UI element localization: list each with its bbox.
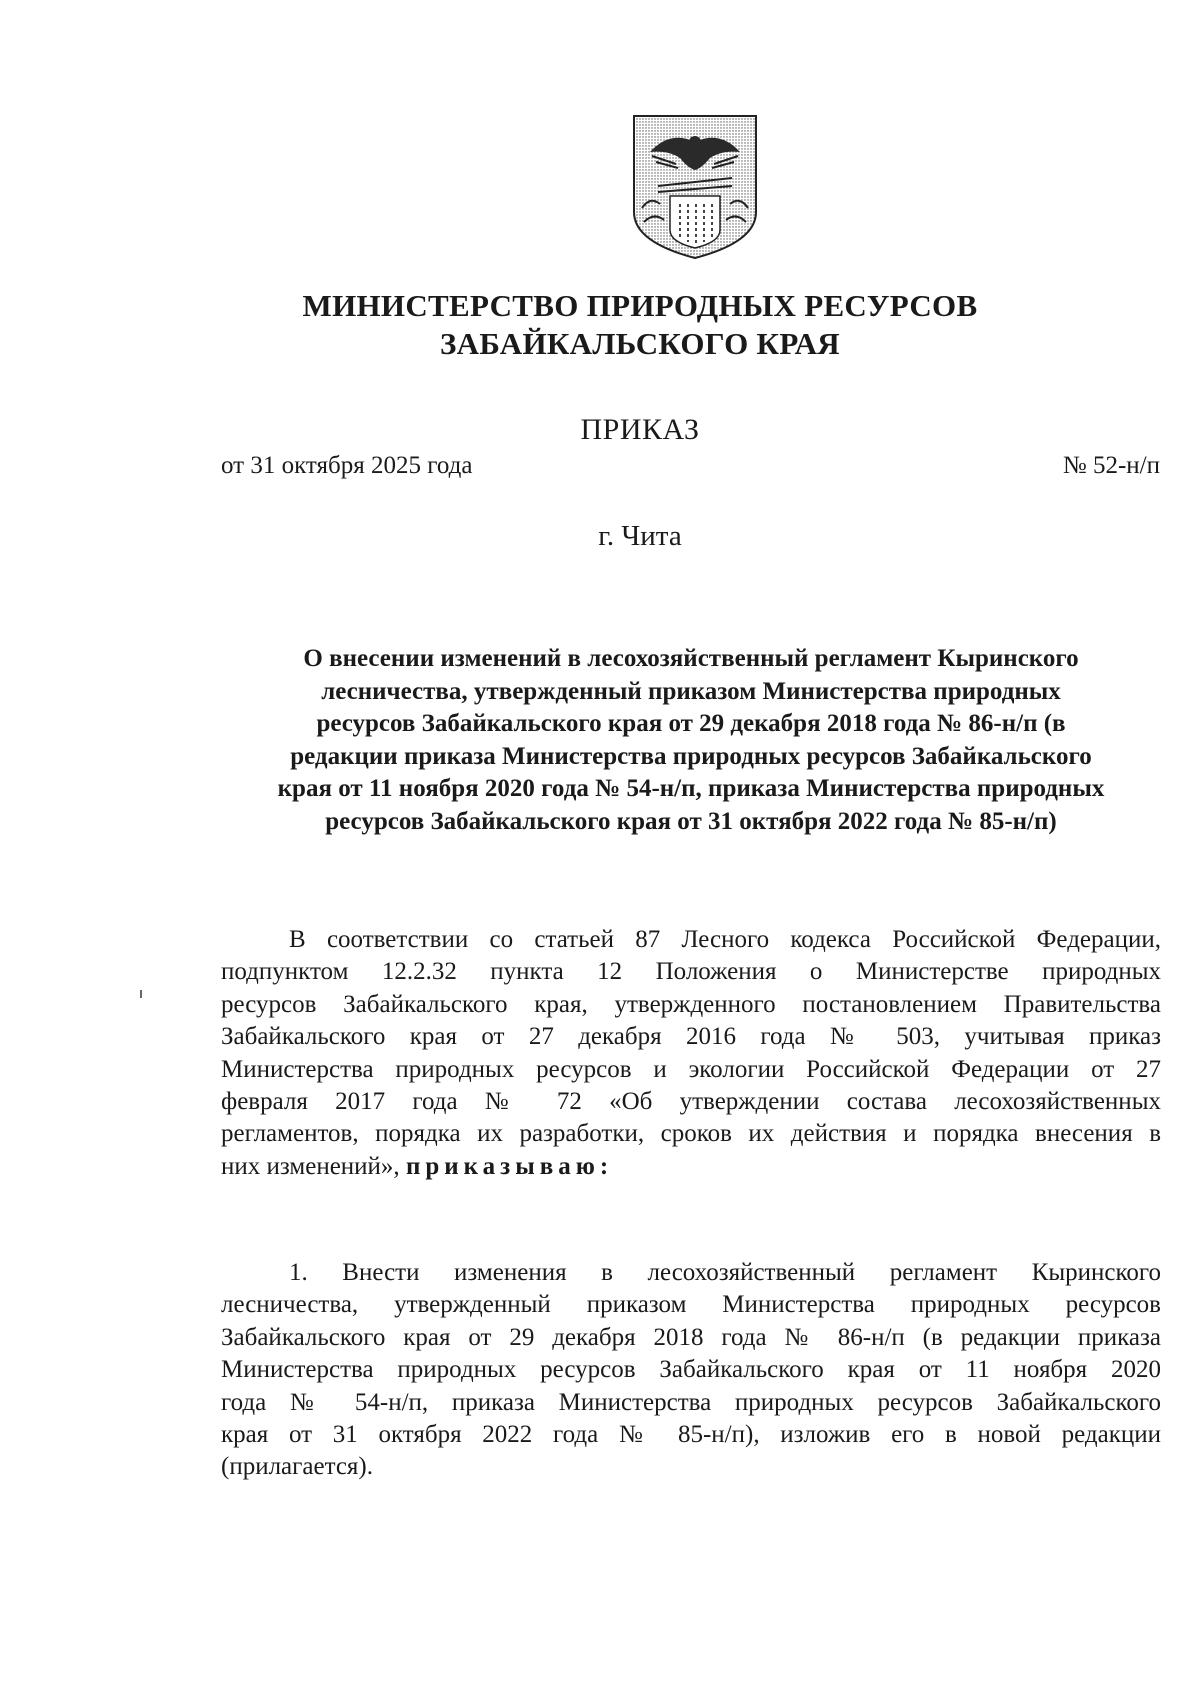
subject-line: редакции приказа Министерства природных ресурсов Забайкальского [290,742,1092,770]
item-1-line: края от 31 октября 2022 года № 85-н/п), изложив его в новой редакции [221,1421,1161,1449]
subject-line: лесничества, утвержденный приказом Министерства природных [321,677,1061,705]
item-1-line: (прилагается). [221,1453,374,1481]
ministry-name-line1: МИНИСТЕРСТВО ПРИРОДНЫХ РЕСУРСОВ [302,288,978,323]
item-1-line: Министерства природных ресурсов Забайкальского края от 11 ноября 2020 [221,1356,1161,1384]
margin-mark [140,990,142,998]
order-title: ПРИКАЗ [580,413,700,446]
preamble-final-line [221,1151,1161,1183]
preamble-paragraph [221,924,1161,1183]
preamble-line: подпунктом 12.2.32 пункта 12 Положения о Министерстве природных [221,958,1161,986]
item-1-paragraph [221,1257,1161,1484]
item-1-line: 1. Внести изменения в лесохозяйственный регламент Кыринского [289,1259,1161,1286]
item-1-line: лесничества, утвержденный приказом Министерства природных ресурсов [221,1291,1161,1319]
subject-line: края от 11 ноября 2020 года № 54-н/п, приказа Министерства природных [277,775,1105,802]
order-subject [221,643,1161,838]
subject-line: ресурсов Забайкальского края от 31 октября 2022 года № 85-н/п) [325,807,1057,835]
order-word: приказываю: [405,1152,614,1180]
preamble-line: регламентов, порядка их разработки, сроков их действия и порядка внесения в [221,1120,1161,1148]
order-number: № 52-н/п [1062,452,1160,479]
item-1-line: года № 54-н/п, приказа Министерства природных ресурсов Забайкальского [221,1388,1161,1416]
order-date: от 31 октября 2025 года [221,452,473,479]
preamble-final-text: них изменений», [221,1152,406,1180]
preamble-line: февраля 2017 года № 72 «Об утверждении состава лесохозяйственных [221,1088,1161,1116]
coat-of-arms-emblem [630,112,760,260]
item-1-line: Забайкальского края от 29 декабря 2018 года № 86-н/п (в редакции приказа [221,1323,1161,1351]
subject-line: ресурсов Забайкальского края от 29 декабря 2018 года № 86-н/п (в [316,710,1066,737]
preamble-line: ресурсов Забайкальского края, утвержденного постановлением Правительства [221,990,1161,1018]
preamble-line: В соответствии со статьей 87 Лесного кодекса Российской Федерации, [289,926,1161,953]
ministry-name-line2: ЗАБАЙКАЛЬСКОГО КРАЯ [440,326,840,361]
preamble-line: Министерства природных ресурсов и экологии Российской Федерации от 27 [221,1055,1161,1083]
order-city: г. Чита [598,520,682,552]
subject-line: О внесении изменений в лесохозяйственный регламент Кыринского [303,645,1079,672]
preamble-line: Забайкальского края от 27 декабря 2016 года № 503, учитывая приказ [221,1023,1161,1051]
